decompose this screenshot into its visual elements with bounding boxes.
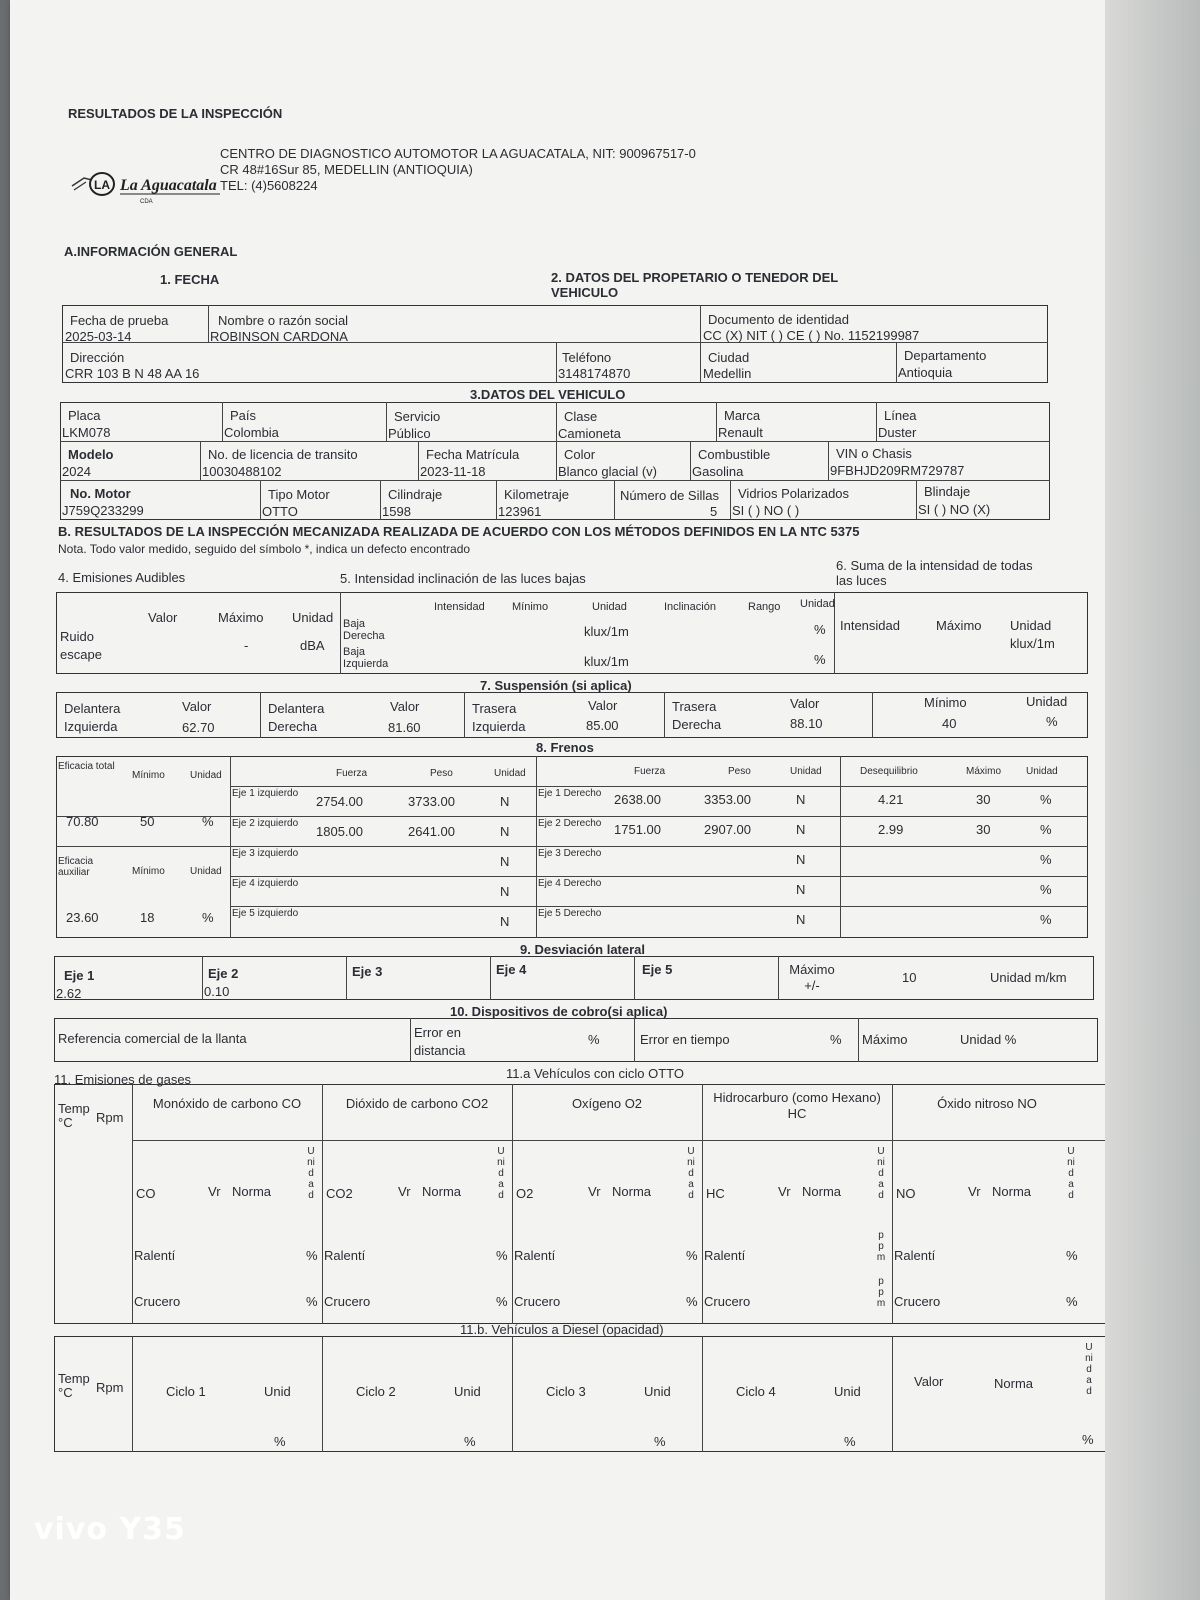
frenos-maximo-header: Máximo bbox=[966, 766, 1002, 777]
gas-crucero-unit: ppm bbox=[876, 1276, 886, 1309]
freno-right-unit: N bbox=[796, 792, 806, 807]
diesel-final-pct: % bbox=[1082, 1432, 1094, 1447]
gas-norma: Norma bbox=[612, 1184, 652, 1199]
pais-value: Colombia bbox=[224, 425, 279, 440]
telefono-value: 3148174870 bbox=[558, 366, 631, 381]
sillas-value: 5 bbox=[710, 504, 718, 519]
linea-label: Línea bbox=[884, 408, 917, 423]
section-b-note: Nota. Todo valor medido, seguido del símbolo *, indica un defecto encontrado bbox=[58, 542, 471, 556]
frenos-fuerza-left-header: Fuerza bbox=[336, 768, 368, 779]
baja-izquierda-unit: klux/1m bbox=[584, 654, 629, 669]
suma-maximo-header: Máximo bbox=[936, 618, 982, 633]
vehicle-title: 3.DATOS DEL VEHICULO bbox=[470, 387, 626, 402]
vidrios-label: Vidrios Polarizados bbox=[738, 486, 850, 501]
freno-left-unit: N bbox=[500, 884, 510, 899]
placa-value: LKM078 bbox=[62, 425, 111, 440]
ciudad-value: Medellin bbox=[703, 366, 752, 381]
licencia-label: No. de licencia de transito bbox=[208, 447, 358, 462]
fecha-prueba-value: 2025-03-14 bbox=[65, 329, 132, 344]
trasera-izq-label: Trasera Izquierda bbox=[472, 701, 526, 734]
freno-right-label: Eje 2 Derecho bbox=[538, 818, 602, 829]
freno-left-label: Eje 5 izquierdo bbox=[232, 908, 299, 919]
luces-minimo-header: Mínimo bbox=[512, 601, 549, 613]
fecha-title: 1. FECHA bbox=[160, 272, 220, 287]
freno-right-peso: 2907.00 bbox=[704, 822, 751, 837]
freno-right-label: Eje 4 Derecho bbox=[538, 878, 602, 889]
frenos-unidad3-header: Unidad bbox=[1026, 766, 1058, 777]
gas-code: CO2 bbox=[326, 1186, 353, 1201]
pais-label: País bbox=[230, 408, 257, 423]
marca-value: Renault bbox=[718, 425, 763, 440]
blindaje-label: Blindaje bbox=[924, 484, 971, 499]
eficacia-aux-min: 18 bbox=[140, 910, 155, 925]
blindaje-value: SI ( ) NO (X) bbox=[918, 502, 991, 517]
frenos-fuerza-right-header: Fuerza bbox=[634, 766, 666, 777]
ruido-escape-label: Ruido escape bbox=[60, 629, 102, 662]
center-address: CR 48#16Sur 85, MEDELLIN (ANTIOQUIA) bbox=[220, 162, 473, 177]
gas-header: Monóxido de carbono CO bbox=[152, 1096, 302, 1111]
kilometraje-value: 123961 bbox=[498, 504, 542, 519]
freno-left-label: Eje 3 izquierdo bbox=[232, 848, 299, 859]
diesel-valor-header: Valor bbox=[914, 1374, 944, 1389]
freno-right-unit: N bbox=[796, 912, 806, 927]
diesel-unid-header: Unid bbox=[644, 1384, 671, 1399]
desviacion-title: 9. Desviación lateral bbox=[520, 942, 646, 957]
suma-unit: klux/1m bbox=[1010, 636, 1055, 651]
diesel-ciclo-label: Ciclo 4 bbox=[736, 1384, 776, 1399]
gas-vr: Vr bbox=[208, 1184, 221, 1199]
diesel-ciclo-label: Ciclo 3 bbox=[546, 1384, 586, 1399]
servicio-value: Público bbox=[388, 426, 431, 441]
freno-desequilibrio: 4.21 bbox=[878, 792, 904, 807]
frenos-aux-unidad-header: Unidad bbox=[190, 866, 222, 877]
baja-derecha-label: Baja Derecha bbox=[343, 618, 385, 642]
cobro-tiempo-pct: % bbox=[830, 1032, 842, 1047]
gas-unidad-vertical: Unidad bbox=[497, 1146, 505, 1201]
tipo-motor-value: OTTO bbox=[262, 504, 298, 519]
cobro-unidad: Unidad % bbox=[960, 1032, 1017, 1047]
delantera-der-valor-header: Valor bbox=[390, 699, 420, 714]
gas-ralenti-unit: % bbox=[686, 1248, 698, 1263]
gas-ralenti-unit: % bbox=[306, 1248, 318, 1263]
aguacatala-logo bbox=[70, 168, 230, 208]
svg-text:CDA: CDA bbox=[140, 199, 153, 205]
freno-desequilibrio: 2.99 bbox=[878, 822, 904, 837]
gas-vr: Vr bbox=[968, 1184, 981, 1199]
desviacion-maximo-value: 10 bbox=[902, 970, 917, 985]
freno-left-unit: N bbox=[500, 854, 510, 869]
desviacion-maximo-label: Máximo +/- bbox=[789, 962, 835, 993]
gas-ralenti: Ralentí bbox=[894, 1248, 936, 1263]
suma-luces-title: 6. Suma de la intensidad de todas las luces bbox=[836, 558, 1033, 588]
ruido-max: - bbox=[244, 638, 249, 653]
center-phone: TEL: (4)5608224 bbox=[220, 178, 318, 193]
baja-izquierda-label: Baja Izquierda bbox=[343, 646, 389, 670]
section-b-title: B. RESULTADOS DE LA INSPECCIÓN MECANIZADA REALIZADA DE ACUERDO CON LOS MÉTODOS DEFINIDOS EN LA NTC 5375 bbox=[58, 524, 860, 539]
center-name: CENTRO DE DIAGNOSTICO AUTOMOTOR LA AGUACATALA, NIT: 900967517-0 bbox=[220, 146, 696, 161]
clase-label: Clase bbox=[564, 409, 598, 424]
matricula-value: 2023-11-18 bbox=[420, 464, 486, 479]
emisiones-valor-header: Valor bbox=[148, 610, 178, 625]
diesel-rpm-header: Rpm bbox=[96, 1380, 124, 1395]
freno-left-unit: N bbox=[500, 824, 510, 839]
freno-left-peso: 2641.00 bbox=[408, 824, 455, 839]
camera-watermark: vivo Y35 bbox=[34, 1512, 186, 1547]
cobro-distancia-pct: % bbox=[588, 1032, 600, 1047]
gas-code: HC bbox=[706, 1186, 725, 1201]
freno-right-peso: 3353.00 bbox=[704, 792, 751, 807]
cilindraje-label: Cilindraje bbox=[388, 487, 443, 502]
gas-vr: Vr bbox=[588, 1184, 601, 1199]
gas-unidad-vertical: Unidad bbox=[307, 1146, 315, 1201]
delantera-izq-valor-header: Valor bbox=[182, 699, 212, 714]
frenos-aux-minimo-header: Mínimo bbox=[132, 866, 165, 877]
diesel-ciclo-label: Ciclo 2 bbox=[356, 1384, 396, 1399]
freno-unit: % bbox=[1040, 852, 1052, 867]
gas-header: Óxido nitroso NO bbox=[937, 1096, 1037, 1111]
suspension-unidad-label: Unidad bbox=[1026, 694, 1068, 709]
motor-value: J759Q233299 bbox=[62, 503, 144, 518]
eficacia-total-label: Eficacia total bbox=[58, 761, 115, 772]
clase-value: Camioneta bbox=[558, 426, 621, 441]
freno-right-unit: N bbox=[796, 882, 806, 897]
frenos-peso-left-header: Peso bbox=[430, 768, 453, 779]
cilindraje-value: 1598 bbox=[382, 504, 411, 519]
eficacia-total-unit: % bbox=[202, 814, 214, 829]
trasera-izq-value: 85.00 bbox=[586, 718, 619, 733]
delantera-izq-label: Delantera Izquierda bbox=[64, 701, 121, 734]
svg-text:LA: LA bbox=[94, 178, 110, 192]
diesel-unid-header: Unid bbox=[834, 1384, 861, 1399]
diesel-ciclo-pct: % bbox=[654, 1434, 666, 1449]
frenos-unidad-left-header: Unidad bbox=[494, 768, 526, 779]
frenos-desequilibrio-header: Desequilibrio bbox=[860, 766, 918, 777]
emisiones-maximo-header: Máximo bbox=[218, 610, 264, 625]
section-a-title: A.INFORMACIÓN GENERAL bbox=[64, 244, 238, 259]
cobro-error-distancia: Error en distancia bbox=[414, 1025, 466, 1058]
frenos-title: 8. Frenos bbox=[536, 740, 594, 755]
svg-text:La Aguacatala: La Aguacatala bbox=[120, 177, 217, 194]
delantera-der-label: Delantera Derecha bbox=[268, 701, 325, 734]
modelo-value: 2024 bbox=[62, 464, 91, 479]
owner-title: 2. DATOS DEL PROPETARIO O TENEDOR DEL VEHICULO bbox=[551, 270, 839, 300]
diesel-temp-header: Temp °C bbox=[58, 1371, 90, 1400]
documento-value: CC (X) NIT ( ) CE ( ) No. 1152199987 bbox=[703, 328, 920, 343]
gas-norma: Norma bbox=[422, 1184, 462, 1199]
gas-norma: Norma bbox=[992, 1184, 1032, 1199]
departamento-value: Antioquia bbox=[898, 365, 953, 380]
gas-header: Dióxido de carbono CO2 bbox=[345, 1096, 489, 1111]
background-edge bbox=[1105, 0, 1200, 1600]
freno-right-label: Eje 5 Derecho bbox=[538, 908, 602, 919]
modelo-label: Modelo bbox=[68, 447, 114, 462]
eficacia-aux-value: 23.60 bbox=[66, 910, 99, 925]
gas-norma: Norma bbox=[232, 1184, 272, 1199]
eficacia-aux-unit: % bbox=[202, 910, 214, 925]
diesel-unid-header: Unid bbox=[454, 1384, 481, 1399]
gas-code: O2 bbox=[516, 1186, 534, 1201]
suspension-minimo-label: Mínimo bbox=[924, 695, 967, 710]
freno-unit: % bbox=[1040, 792, 1052, 807]
desviacion-eje1-value: 2.62 bbox=[56, 986, 82, 1001]
diesel-ciclo-pct: % bbox=[464, 1434, 476, 1449]
desviacion-eje5-label: Eje 5 bbox=[642, 962, 673, 977]
freno-right-fuerza: 1751.00 bbox=[614, 822, 661, 837]
departamento-label: Departamento bbox=[904, 348, 987, 363]
gas-unidad-vertical: Unidad bbox=[1067, 1146, 1075, 1201]
ciudad-label: Ciudad bbox=[708, 350, 750, 365]
gas-code: NO bbox=[896, 1186, 916, 1201]
cobro-maximo: Máximo bbox=[862, 1032, 908, 1047]
motor-label: No. Motor bbox=[70, 486, 131, 501]
desviacion-eje2-value: 0.10 bbox=[204, 984, 230, 999]
otto-title: 11.a Vehículos con ciclo OTTO bbox=[506, 1066, 684, 1081]
desviacion-eje2-label: Eje 2 bbox=[208, 966, 239, 981]
gas-vr: Vr bbox=[778, 1184, 791, 1199]
eficacia-total-value: 70.80 bbox=[66, 814, 99, 829]
luces-intensidad-header: Intensidad bbox=[434, 601, 485, 613]
combustible-label: Combustible bbox=[698, 447, 771, 462]
color-value: Blanco glacial (v) bbox=[558, 464, 657, 479]
gas-norma: Norma bbox=[802, 1184, 842, 1199]
frenos-total-unidad-header: Unidad bbox=[190, 770, 222, 781]
eficacia-auxiliar-label: Eficacia auxiliar bbox=[58, 856, 94, 878]
gas-ralenti: Ralentí bbox=[704, 1248, 746, 1263]
documento-label: Documento de identidad bbox=[708, 312, 849, 327]
vidrios-value: SI ( ) NO ( ) bbox=[732, 503, 800, 518]
suspension-title: 7. Suspensión (si aplica) bbox=[480, 678, 632, 693]
freno-left-peso: 3733.00 bbox=[408, 794, 455, 809]
freno-left-unit: N bbox=[500, 794, 510, 809]
freno-maximo: 30 bbox=[976, 792, 991, 807]
linea-value: Duster bbox=[878, 425, 917, 440]
marca-label: Marca bbox=[724, 408, 761, 423]
fecha-prueba-label: Fecha de prueba bbox=[70, 313, 169, 328]
nombre-label: Nombre o razón social bbox=[218, 313, 349, 328]
cobro-referencia: Referencia comercial de la llanta bbox=[58, 1031, 247, 1046]
luces-rango-header: Rango bbox=[748, 601, 781, 613]
inspection-sheet bbox=[10, 0, 1105, 1600]
freno-right-unit: N bbox=[796, 822, 806, 837]
emisiones-unidad-header: Unidad bbox=[292, 610, 334, 625]
gas-crucero-unit: % bbox=[496, 1294, 508, 1309]
freno-left-fuerza: 2754.00 bbox=[316, 794, 363, 809]
trasera-der-valor-header: Valor bbox=[790, 696, 820, 711]
color-label: Color bbox=[564, 447, 596, 462]
gas-ralenti: Ralentí bbox=[134, 1248, 176, 1263]
vin-value: 9FBHJD209RM729787 bbox=[830, 463, 965, 478]
baja-derecha-unit: klux/1m bbox=[584, 624, 629, 639]
freno-right-label: Eje 3 Derecho bbox=[538, 848, 602, 859]
gas-ralenti-unit: % bbox=[1066, 1248, 1078, 1263]
baja-izquierda-pct: % bbox=[814, 652, 826, 667]
freno-left-label: Eje 4 izquierdo bbox=[232, 878, 299, 889]
gas-header: Hidrocarburo (como Hexano) HC bbox=[713, 1090, 881, 1121]
freno-left-unit: N bbox=[500, 914, 510, 929]
desviacion-unidad: Unidad m/km bbox=[990, 970, 1067, 985]
desviacion-eje4-label: Eje 4 bbox=[496, 962, 527, 977]
delantera-der-value: 81.60 bbox=[388, 720, 421, 735]
freno-right-unit: N bbox=[796, 852, 806, 867]
freno-maximo: 30 bbox=[976, 822, 991, 837]
diesel-unidad-vertical: Unidad bbox=[1085, 1342, 1093, 1397]
diesel-ciclo-pct: % bbox=[274, 1434, 286, 1449]
otto-rpm-header: Rpm bbox=[96, 1110, 124, 1125]
ruido-unit: dBA bbox=[300, 638, 325, 653]
gas-ralenti: Ralentí bbox=[514, 1248, 556, 1263]
luces-unidad-header: Unidad bbox=[592, 601, 627, 613]
telefono-label: Teléfono bbox=[562, 350, 612, 365]
cobro-error-tiempo: Error en tiempo bbox=[640, 1032, 730, 1047]
kilometraje-label: Kilometraje bbox=[504, 487, 570, 502]
diesel-unid-header: Unid bbox=[264, 1384, 291, 1399]
suma-unidad-header: Unidad bbox=[1010, 618, 1052, 633]
direccion-label: Dirección bbox=[70, 350, 125, 365]
servicio-label: Servicio bbox=[394, 409, 441, 424]
baja-derecha-pct: % bbox=[814, 622, 826, 637]
gas-ralenti-unit: % bbox=[496, 1248, 508, 1263]
gas-crucero-unit: % bbox=[686, 1294, 698, 1309]
page-title: RESULTADOS DE LA INSPECCIÓN bbox=[68, 106, 283, 121]
gas-ralenti: Ralentí bbox=[324, 1248, 366, 1263]
gas-ralenti-unit: ppm bbox=[876, 1230, 886, 1263]
delantera-izq-value: 62.70 bbox=[182, 720, 215, 735]
freno-unit: % bbox=[1040, 822, 1052, 837]
gas-vr: Vr bbox=[398, 1184, 411, 1199]
frenos-unidad-right-header: Unidad bbox=[790, 766, 822, 777]
suspension-minimo-value: 40 bbox=[942, 716, 957, 731]
gas-crucero: Crucero bbox=[134, 1294, 181, 1309]
licencia-value: 10030488102 bbox=[202, 464, 282, 479]
gas-crucero-unit: % bbox=[306, 1294, 318, 1309]
freno-left-fuerza: 1805.00 bbox=[316, 824, 363, 839]
frenos-total-minimo-header: Mínimo bbox=[132, 770, 165, 781]
eficacia-total-min: 50 bbox=[140, 814, 155, 829]
gas-unidad-vertical: Unidad bbox=[877, 1146, 885, 1201]
gases-otto-table bbox=[54, 1084, 1105, 1324]
desviacion-eje1-label: Eje 1 bbox=[64, 968, 95, 983]
matricula-label: Fecha Matrícula bbox=[426, 447, 520, 462]
gas-crucero-unit: % bbox=[1066, 1294, 1078, 1309]
desviacion-eje3-label: Eje 3 bbox=[352, 964, 383, 979]
trasera-izq-valor-header: Valor bbox=[588, 698, 618, 713]
gas-crucero: Crucero bbox=[514, 1294, 561, 1309]
tipo-motor-label: Tipo Motor bbox=[268, 487, 330, 502]
vin-label: VIN o Chasis bbox=[836, 446, 912, 461]
sillas-label: Número de Sillas bbox=[620, 488, 719, 503]
suma-intensidad-header: Intensidad bbox=[840, 618, 900, 633]
luces-inclinacion-header: Inclinación bbox=[664, 601, 716, 613]
freno-left-label: Eje 1 izquierdo bbox=[232, 788, 299, 799]
frenos-peso-right-header: Peso bbox=[728, 766, 751, 777]
emisiones-title: 4. Emisiones Audibles bbox=[58, 570, 186, 585]
gas-crucero: Crucero bbox=[894, 1294, 941, 1309]
direccion-value: CRR 103 B N 48 AA 16 bbox=[65, 366, 200, 381]
freno-unit: % bbox=[1040, 882, 1052, 897]
gas-crucero: Crucero bbox=[704, 1294, 751, 1309]
diesel-norma-header: Norma bbox=[994, 1376, 1034, 1391]
gas-code: CO bbox=[136, 1186, 156, 1201]
trasera-der-value: 88.10 bbox=[790, 716, 823, 731]
diesel-ciclo-label: Ciclo 1 bbox=[166, 1384, 206, 1399]
gas-unidad-vertical: Unidad bbox=[687, 1146, 695, 1201]
diesel-ciclo-pct: % bbox=[844, 1434, 856, 1449]
luces-unidad2-header: Unidad bbox=[800, 598, 835, 610]
cobro-title: 10. Dispositivos de cobro(si aplica) bbox=[450, 1004, 668, 1019]
luces-title: 5. Intensidad inclinación de las luces bajas bbox=[340, 571, 586, 586]
nombre-value: ROBINSON CARDONA bbox=[210, 329, 348, 344]
suspension-unidad-value: % bbox=[1046, 714, 1058, 729]
diesel-title: 11.b. Vehículos a Diesel (opacidad) bbox=[460, 1322, 664, 1337]
freno-right-fuerza: 2638.00 bbox=[614, 792, 661, 807]
trasera-der-label: Trasera Derecha bbox=[672, 699, 722, 732]
gas-header: Oxígeno O2 bbox=[571, 1096, 643, 1111]
freno-unit: % bbox=[1040, 912, 1052, 927]
placa-label: Placa bbox=[68, 408, 101, 423]
freno-left-label: Eje 2 izquierdo bbox=[232, 818, 299, 829]
otto-temp-header: Temp °C bbox=[58, 1101, 90, 1130]
luces-table bbox=[56, 592, 1088, 674]
gases-title: 11. Emisiones de gases bbox=[54, 1072, 192, 1087]
gas-crucero: Crucero bbox=[324, 1294, 371, 1309]
combustible-value: Gasolina bbox=[692, 464, 744, 479]
freno-right-label: Eje 1 Derecho bbox=[538, 788, 602, 799]
